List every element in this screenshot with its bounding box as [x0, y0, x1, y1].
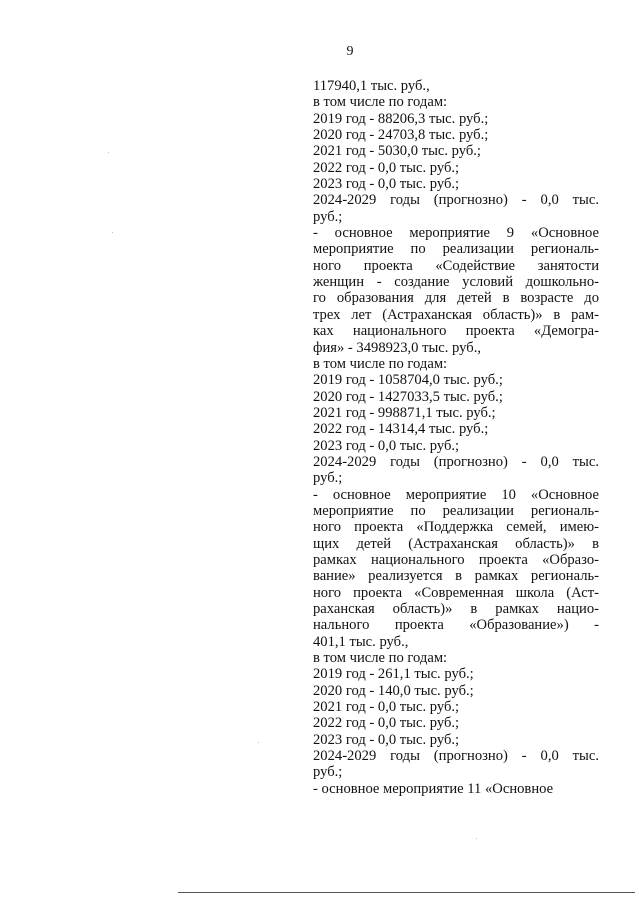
- text-line: 401,1 тыс. руб.,: [313, 633, 409, 650]
- text-line: 2020 год - 24703,8 тыс. руб.;: [313, 127, 489, 144]
- text-line: 2023 год - 0,0 тыс. руб.;: [313, 176, 460, 193]
- text-line: руб.;: [313, 208, 343, 225]
- text-line: рамках национального проекта «Образо-: [313, 551, 599, 568]
- text-line: трех лет (Астраханская область)» в рам-: [313, 306, 599, 323]
- text-line: руб.;: [313, 470, 343, 487]
- text-line: в том числе по годам:: [313, 355, 448, 372]
- text-line: ного проекта «Содействие занятости: [313, 257, 599, 274]
- text-line: женщин - создание условий дошкольно-: [313, 274, 599, 291]
- text-line: руб.;: [313, 764, 343, 781]
- page-number: 9: [346, 44, 354, 59]
- text-line: нального проекта «Образование») -: [313, 617, 599, 634]
- text-line: мероприятие по реализации региональ-: [313, 502, 599, 519]
- text-line: 2022 год - 14314,4 тыс. руб.;: [313, 421, 489, 438]
- text-line: 2021 год - 5030,0 тыс. руб.;: [313, 143, 481, 160]
- text-line: 2021 год - 0,0 тыс. руб.;: [313, 699, 460, 716]
- scan-speck: [108, 152, 109, 153]
- text-line: - основное мероприятие 11 «Основное: [313, 780, 554, 797]
- text-line: в том числе по годам:: [313, 650, 448, 667]
- text-line: 2023 год - 0,0 тыс. руб.;: [313, 437, 460, 454]
- text-line: 2023 год - 0,0 тыс. руб.;: [313, 731, 460, 748]
- text-line: 2019 год - 1058704,0 тыс. руб.;: [313, 372, 503, 389]
- text-line: 2021 год - 998871,1 тыс. руб.;: [313, 404, 496, 421]
- text-line: 2019 год - 261,1 тыс. руб.;: [313, 666, 474, 683]
- text-line: 2020 год - 1427033,5 тыс. руб.;: [313, 388, 503, 405]
- scan-speck: [112, 232, 113, 233]
- text-line: фия» - 3498923,0 тыс. руб.,: [313, 339, 481, 356]
- text-line: - основное мероприятие 9 «Основное: [313, 225, 599, 242]
- page-bottom-rule: [178, 892, 635, 893]
- document-text-column: [313, 78, 599, 797]
- text-line: 2022 год - 0,0 тыс. руб.;: [313, 159, 460, 176]
- text-line: 117940,1 тыс. руб.,: [313, 78, 430, 94]
- text-line: 2024-2029 годы (прогнозно) - 0,0 тыс.: [313, 748, 599, 765]
- text-line: раханская область)» в рамках нацио-: [313, 601, 599, 617]
- text-line: ках национального проекта «Демогра-: [313, 323, 599, 340]
- text-line: 2020 год - 140,0 тыс. руб.;: [313, 682, 474, 699]
- scan-speck: [476, 838, 477, 839]
- scan-speck: [258, 742, 259, 743]
- text-line: - основное мероприятие 10 «Основное: [313, 486, 599, 503]
- text-line: го образования для детей в возрасте до: [313, 290, 599, 307]
- text-line: 2022 год - 0,0 тыс. руб.;: [313, 715, 460, 732]
- text-line: щих детей (Астраханская область)» в: [313, 535, 599, 552]
- text-line: мероприятие по реализации региональ-: [313, 241, 599, 258]
- text-line: ного проекта «Современная школа (Аст-: [313, 584, 599, 601]
- text-line: 2024-2029 годы (прогнозно) - 0,0 тыс.: [313, 192, 599, 209]
- text-line: 2019 год - 88206,3 тыс. руб.;: [313, 110, 489, 127]
- text-line: ного проекта «Поддержка семей, имею-: [313, 519, 599, 536]
- text-line: в том числе по годам:: [313, 94, 448, 111]
- text-line: вание» реализуется в рамках региональ-: [313, 568, 599, 585]
- text-line: 2024-2029 годы (прогнозно) - 0,0 тыс.: [313, 453, 599, 470]
